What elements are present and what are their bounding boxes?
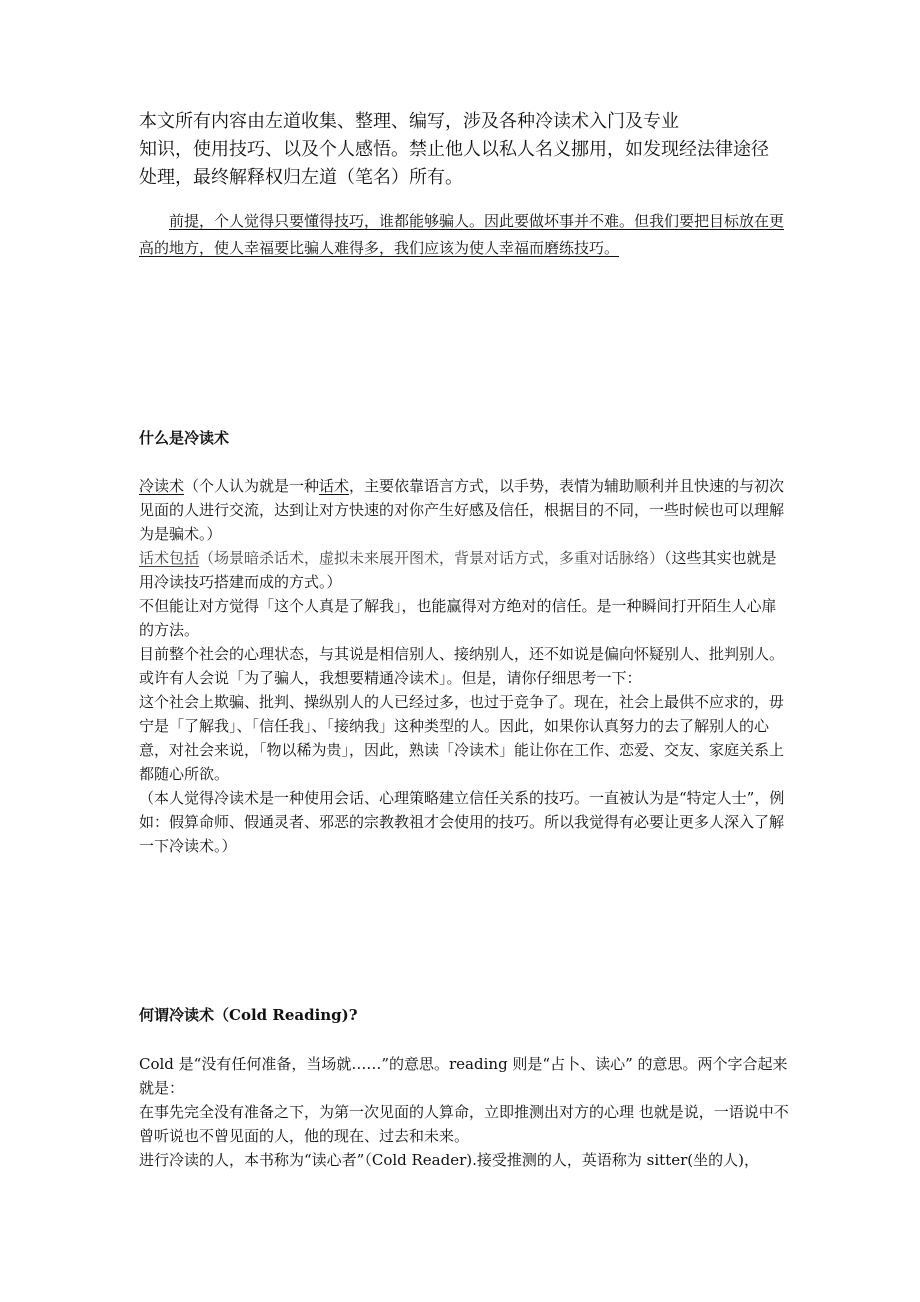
- notice-line: 处理，最终解释权归左道（笔名）所有。: [139, 167, 463, 188]
- body-paragraph: （本人觉得冷读术是一种使用会话、心理策略建立信任关系的技巧。一直被认为是“特定人士”，例如：假算命师、假通灵者、邪恶的宗教教祖才会使用的技巧。所以我觉得有必要让更多人深入了解一下冷读术。）: [139, 789, 785, 855]
- body-paragraph: Cold 是“没有任何准备，当场就……”的意思。reading 则是“占卜、读心” 的意思。两个字合起来就是：: [139, 1055, 788, 1097]
- definition-text-cont: ，主要依靠语言方式，以手势，表情为辅助顺利并且快速的与初次见面的人进行交流，达到让对方快速的对你产生好感及信任，根据目的不同，一些时候也可以理解为是骗术。）: [139, 477, 785, 543]
- body-paragraph: 或许有人会说「为了骗人，我想要精通冷读术」。但是，请你仔细思考一下：: [139, 669, 642, 687]
- notice-line: 本文所有内容由左道收集、整理、编写，涉及各种冷读术入门及专业: [139, 111, 679, 132]
- section-heading-what-is-cold-reading: 什么是冷读术: [139, 429, 230, 447]
- huashu-note: （这些其实也就是用冷读技巧搭建而成的方式。）: [139, 549, 777, 591]
- notice-line: 知识，使用技巧、以及个人感悟。禁止他人以私人名义挪用，如发现经法律途径: [139, 139, 769, 160]
- section-heading-cold-reading-meaning: 何谓冷读术（Cold Reading)?: [139, 1006, 358, 1024]
- huashu-paragraph: [139, 546, 789, 594]
- copyright-notice: [139, 108, 799, 192]
- body-paragraph: 这个社会上欺骗、批判、操纵别人的人已经过多，也过于竞争了。现在，社会上最供不应求的，毋宁是「了解我」、「信任我」、「接纳我」这种类型的人。因此，如果你认真努力的去了解别人的心意，对社会来说，「物以稀为贵」，因此，熟读「冷读术」能让你在工作、恋爱、交友、家庭关系上都随心所欲。: [139, 693, 785, 783]
- premise-paragraph: [139, 208, 794, 262]
- section-body-what-is-cold-reading: [139, 474, 789, 858]
- body-paragraph: 目前整个社会的心理状态，与其说是相信别人、接纳别人，还不如说是偏向怀疑别人、批判别人。: [139, 645, 785, 663]
- premise-text: 前提，个人觉得只要懂得技巧，谁都能够骗人。因此要做坏事并不难。但我们要把目标放在更高的地方，使人幸福要比骗人难得多，我们应该为使人幸福而磨练技巧。: [139, 212, 785, 257]
- definition-text: （个人认为就是一种: [184, 477, 320, 495]
- term-huashu-includes: 话术包括: [139, 549, 200, 567]
- term-cold-reading: 冷读术: [139, 477, 185, 495]
- body-paragraph: 在事先完全没有准备之下，为第一次见面的人算命，立即推测出对方的心理 也就是说，一语说中不曾听说也不曾见面的人，他的现在、过去和未来。: [139, 1103, 789, 1145]
- body-paragraph: 进行冷读的人，本书称为“读心者”（Cold Reader).接受推测的人，英语称为 sitter(坐的人)，: [139, 1151, 759, 1169]
- section-body-cold-reading-meaning: [139, 1052, 789, 1172]
- term-huashu: 话术: [319, 477, 350, 495]
- definition-paragraph: [139, 474, 789, 546]
- huashu-list: （场景暗杀话术，虚拟未来展开图术，背景对话方式，多重对话脉络）: [199, 549, 665, 567]
- body-paragraph: 不但能让对方觉得「这个人真是了解我」，也能赢得对方绝对的信任。是一种瞬间打开陌生人心扉的方法。: [139, 597, 777, 639]
